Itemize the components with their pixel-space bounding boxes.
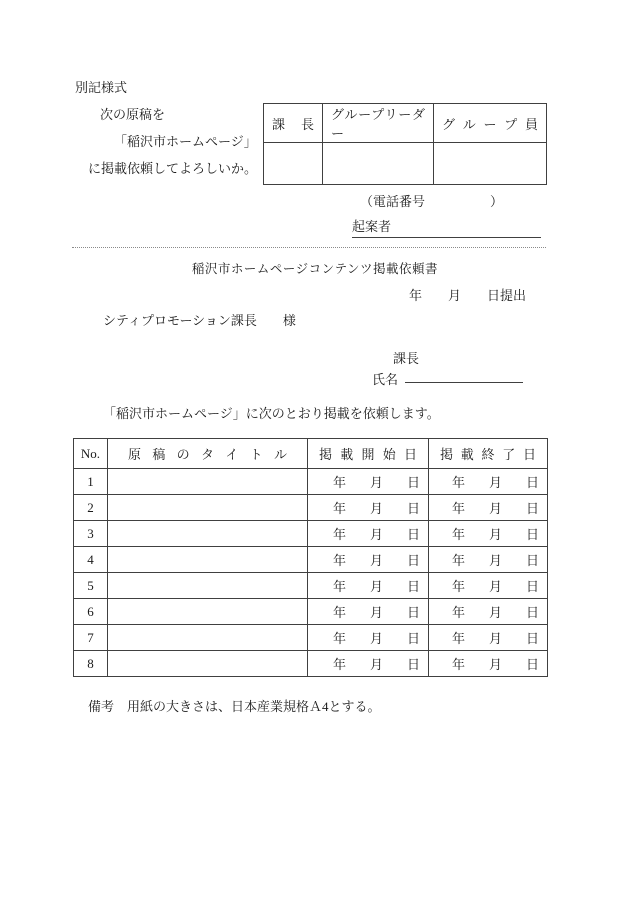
- title-cell: [108, 625, 308, 651]
- name-label: 氏名: [372, 372, 399, 387]
- year-label: 年: [332, 605, 346, 620]
- date-placeholder: [308, 654, 420, 673]
- day-label: 日: [406, 579, 420, 594]
- date-placeholder: [429, 524, 539, 543]
- row-number: 7: [74, 625, 108, 651]
- year-label: 年: [451, 475, 465, 490]
- date-placeholder: [308, 628, 420, 647]
- year-label: 年: [332, 501, 346, 516]
- dotted-separator: [72, 247, 546, 248]
- date-placeholder: [429, 602, 539, 621]
- section-chief-label: 課長: [393, 351, 420, 366]
- year-label: 年: [332, 657, 346, 672]
- month-label: 月: [369, 501, 383, 516]
- title-cell: [108, 651, 308, 677]
- table-row: [74, 547, 548, 573]
- month-label: 月: [369, 657, 383, 672]
- day-label: 日: [406, 657, 420, 672]
- date-placeholder: [429, 472, 539, 491]
- date-placeholder: [308, 472, 420, 491]
- addressee-line: シティプロモーション課長 様: [103, 313, 296, 328]
- drafter-label: 起案者: [352, 219, 392, 234]
- title-cell: [108, 521, 308, 547]
- question-line-2: 「稲沢市ホームページ」: [114, 134, 257, 149]
- table-row: [74, 495, 548, 521]
- name-signature-line: [405, 369, 523, 383]
- month-label: 月: [369, 553, 383, 568]
- day-label: 日: [525, 553, 539, 568]
- end-date-cell: [429, 521, 548, 547]
- start-date-cell: [308, 625, 429, 651]
- request-table-header-row: [74, 439, 548, 469]
- year-label: 年: [451, 501, 465, 516]
- year-label: 年: [332, 527, 346, 542]
- year-label: 年: [451, 579, 465, 594]
- row-number: 4: [74, 547, 108, 573]
- month-label: 月: [488, 605, 502, 620]
- start-date-cell: [308, 573, 429, 599]
- day-label: 日: [406, 527, 420, 542]
- title-cell: [108, 495, 308, 521]
- approval-header-group-member: グ ル ー プ 員: [434, 104, 547, 143]
- date-placeholder: [429, 498, 539, 517]
- start-date-cell: [308, 599, 429, 625]
- year-label: 年: [332, 579, 346, 594]
- day-label: 日: [525, 631, 539, 646]
- table-row: [74, 521, 548, 547]
- approval-stamp-table: [263, 103, 547, 185]
- month-label: 月: [369, 579, 383, 594]
- month-label: 月: [488, 579, 502, 594]
- year-label: 年: [451, 527, 465, 542]
- approval-stamp-cell-kacho: [264, 143, 323, 185]
- day-label: 日: [525, 475, 539, 490]
- row-number: 3: [74, 521, 108, 547]
- year-label: 年: [332, 475, 346, 490]
- row-number: 1: [74, 469, 108, 495]
- table-row: [74, 469, 548, 495]
- day-label: 日: [406, 631, 420, 646]
- row-number: 5: [74, 573, 108, 599]
- start-date-cell: [308, 521, 429, 547]
- month-label: 月: [369, 605, 383, 620]
- date-placeholder: [429, 576, 539, 595]
- table-row: [74, 651, 548, 677]
- year-label: 年: [451, 657, 465, 672]
- end-date-cell: [429, 651, 548, 677]
- month-label: 月: [369, 631, 383, 646]
- title-cell: [108, 599, 308, 625]
- table-row: [74, 599, 548, 625]
- approval-stamp-cell-group-member: [434, 143, 547, 185]
- row-number: 8: [74, 651, 108, 677]
- year-label: 年: [332, 631, 346, 646]
- table-row: [74, 573, 548, 599]
- end-date-cell: [429, 547, 548, 573]
- start-date-cell: [308, 547, 429, 573]
- header-no: No.: [74, 439, 108, 469]
- approval-stamp-cell-group-leader: [323, 143, 434, 185]
- header-end-date: 掲 載 終 了 日: [429, 439, 548, 469]
- day-label: 日: [525, 579, 539, 594]
- header-manuscript-title: 原 稿 の タ イ ト ル: [108, 439, 308, 469]
- month-label: 月: [488, 501, 502, 516]
- date-placeholder: [429, 654, 539, 673]
- end-date-cell: [429, 495, 548, 521]
- month-label: 月: [488, 657, 502, 672]
- day-label: 日: [406, 553, 420, 568]
- title-cell: [108, 469, 308, 495]
- day-label: 日: [525, 501, 539, 516]
- month-label: 月: [488, 475, 502, 490]
- month-label: 月: [369, 475, 383, 490]
- end-date-cell: [429, 469, 548, 495]
- remarks-note: 備考 用紙の大きさは、日本産業規格Ａ4とする。: [88, 699, 381, 714]
- year-label: 年: [451, 553, 465, 568]
- year-label: 年: [451, 631, 465, 646]
- date-placeholder: [308, 550, 420, 569]
- approval-stamp-row: [264, 143, 547, 185]
- approval-header-row: [264, 104, 547, 143]
- date-placeholder: [308, 576, 420, 595]
- question-line-1: 次の原稿を: [100, 107, 166, 122]
- date-placeholder: [308, 602, 420, 621]
- day-label: 日: [406, 605, 420, 620]
- end-date-cell: [429, 625, 548, 651]
- day-label: 日: [525, 527, 539, 542]
- month-label: 月: [488, 631, 502, 646]
- title-cell: [108, 547, 308, 573]
- intro-sentence: 「稲沢市ホームページ」に次のとおり掲載を依頼します。: [103, 406, 440, 421]
- day-label: 日: [406, 475, 420, 490]
- request-table: [73, 438, 548, 677]
- start-date-cell: [308, 495, 429, 521]
- table-row: [74, 625, 548, 651]
- approval-header-group-leader: グループリーダー: [323, 104, 434, 143]
- day-label: 日: [525, 657, 539, 672]
- approval-header-kacho: 課 長: [264, 104, 323, 143]
- drafter-signature-line: [352, 216, 541, 238]
- end-date-cell: [429, 573, 548, 599]
- year-label: 年: [332, 553, 346, 568]
- submit-date-line: 年 月 日提出: [408, 288, 526, 303]
- date-placeholder: [429, 550, 539, 569]
- date-placeholder: [429, 628, 539, 647]
- document-title: 稲沢市ホームページコンテンツ掲載依頼書: [191, 262, 439, 276]
- date-placeholder: [308, 498, 420, 517]
- month-label: 月: [488, 553, 502, 568]
- row-number: 2: [74, 495, 108, 521]
- end-date-cell: [429, 599, 548, 625]
- month-label: 月: [369, 527, 383, 542]
- title-cell: [108, 573, 308, 599]
- day-label: 日: [525, 605, 539, 620]
- question-line-3: に掲載依頼してよろしいか。: [88, 161, 258, 176]
- start-date-cell: [308, 651, 429, 677]
- day-label: 日: [406, 501, 420, 516]
- row-number: 6: [74, 599, 108, 625]
- phone-number-label: （電話番号 ）: [360, 194, 504, 209]
- year-label: 年: [451, 605, 465, 620]
- form-style-label: 別記様式: [75, 80, 128, 95]
- month-label: 月: [488, 527, 502, 542]
- header-start-date: 掲 載 開 始 日: [308, 439, 429, 469]
- start-date-cell: [308, 469, 429, 495]
- date-placeholder: [308, 524, 420, 543]
